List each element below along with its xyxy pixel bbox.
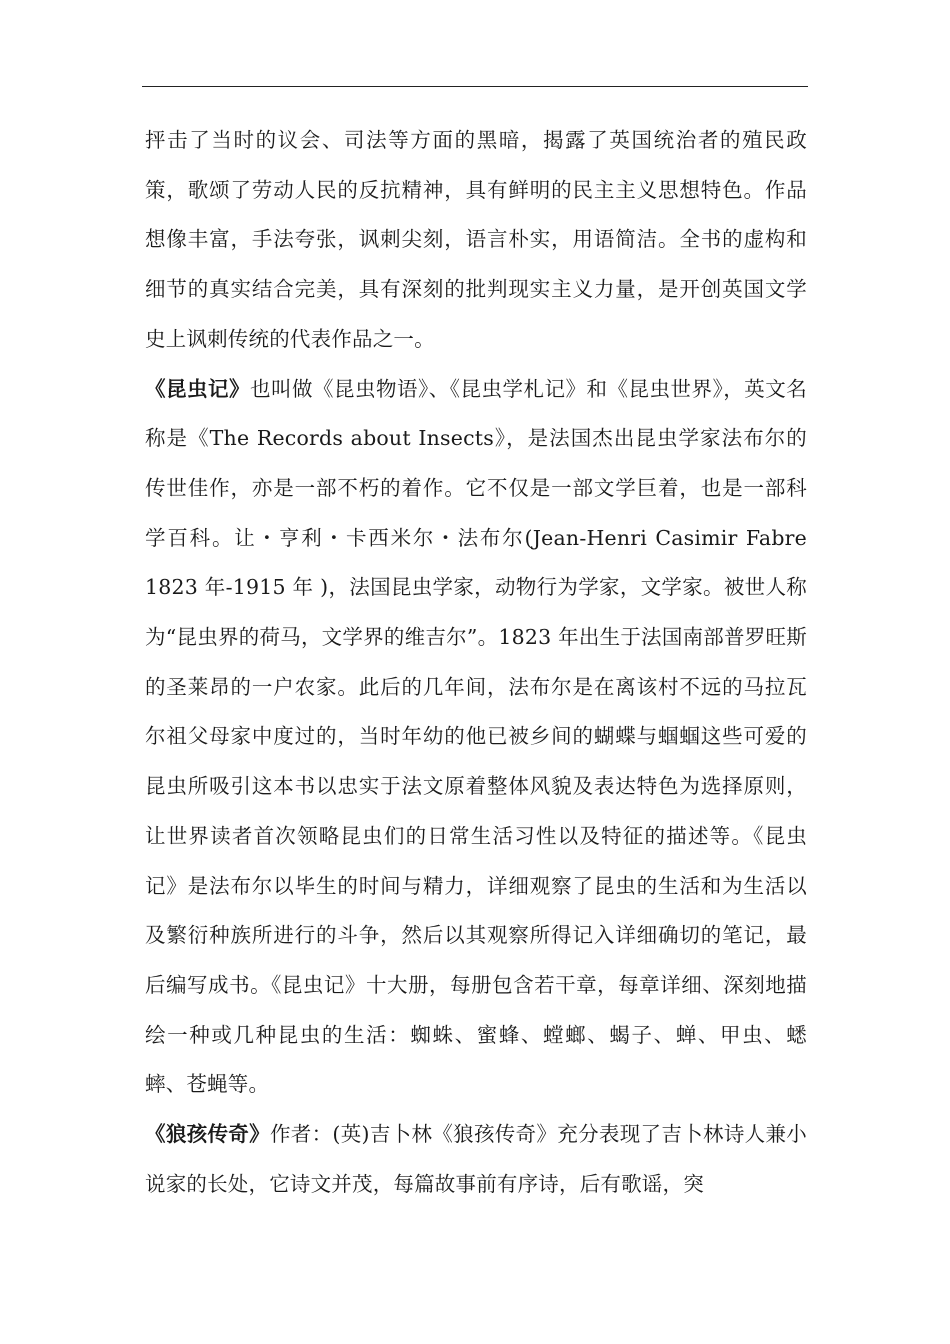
paragraph-jungle-book [145, 1110, 807, 1209]
paragraph-insect-records [145, 365, 807, 1111]
book-title: 《昆虫记》 [145, 376, 251, 401]
document-body [145, 116, 807, 1209]
paragraph-gulliver-continued [145, 116, 807, 365]
paragraph-text: 作者：(英)吉卜林《狼孩传奇》充分表现了吉卜林诗人兼小说家的长处，它诗文并茂，每篇故事前有序诗，后有歌谣，突 [145, 1122, 807, 1196]
paragraph-text: 抨击了当时的议会、司法等方面的黑暗，揭露了英国统治者的殖民政策，歌颂了劳动人民的反抗精神，具有鲜明的民主主义思想特色。作品想像丰富，手法夸张，讽刺尖刻，语言朴实，用语简洁。全书的虚构和细节的真实结合完美，具有深刻的批判现实主义力量，是开创英国文学史上讽刺传统的代表作品之一。 [145, 128, 807, 351]
header-rule [142, 86, 808, 87]
paragraph-text: 也叫做《昆虫物语》、《昆虫学札记》和《昆虫世界》，英文名称是《The Records about Insects》，是法国杰出昆虫学家法布尔的传世佳作，亦是一部不朽的着作。它不仅是一部文学巨着，也是一部科学百科。让・亨利・卡西米尔・法布尔(Jean-Henri Casimir Fabre 1823 年-1915 年 )，法国昆虫学家，动物行为学家，文学家。被世人称为“昆虫界的荷马，文学界的维吉尔”。1823 年出生于法国南部普罗旺斯的圣莱昂的一户农家。此后的几年间，法布尔是在离该村不远的马拉瓦尔祖父母家中度过的，当时年幼的他已被乡间的蝴蝶与蝈蝈这些可爱的昆虫所吸引这本书以忠实于法文原着整体风貌及表达特色为选择原则， 让世界读者首次领略昆虫们的日常生活习性以及特征的描述等。《昆虫记》是法布尔以毕生的时间与精力，详细观察了昆虫的生活和为生活以及繁衍种族所进行的斗争，然后以其观察所得记入详细确切的笔记，最后编写成书。《昆虫记》十大册，每册包含若干章，每章详细、深刻地描绘一种或几种昆虫的生活：蜘蛛、蜜蜂、螳螂、蝎子、蝉、甲虫、蟋蟀、苍蝇等。 [145, 376, 807, 1097]
book-title: 《狼孩传奇》 [145, 1122, 270, 1147]
